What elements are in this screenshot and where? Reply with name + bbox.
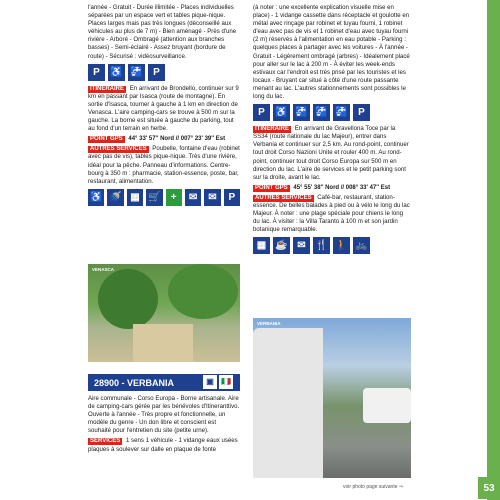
side-bar [487,0,500,500]
left-icons-1 [88,64,240,81]
water-tap-icon: 🚰 [128,64,145,81]
pharmacy-icon: + [166,189,182,206]
services-label: AUTRES SERVICES [90,146,147,153]
footer-note: voir photo page suivante ⇒ [343,484,404,490]
bin-icon: ▦ [127,189,143,206]
bicycle-icon: 🚲 [353,237,370,254]
left-column [88,4,240,210]
right-icons-1 [253,104,411,121]
mail-icon: ✉ [185,189,201,206]
water-tap-icon: 🚰 [313,104,330,121]
tree-shape [168,264,238,319]
parking-icon: P [224,189,240,206]
water-tap-icon: 🚰 [293,104,310,121]
services-label: AUTRES SERVICES [255,194,312,201]
photo-verbania [253,318,411,478]
gps-value: 44° 33' 57'' Nord // 007° 23' 39'' Est [128,136,226,143]
accessible-icon: ♿ [88,189,104,206]
parking-icon: P [88,64,105,81]
walking-icon: 🚶 [333,237,350,254]
photo-caption: VENASCA [92,267,115,272]
camper-van-shape [253,328,323,478]
tree-shape [98,269,158,329]
path-shape [133,324,193,362]
water-tap-icon: 🚰 [333,104,350,121]
right-services [253,194,411,234]
gps-label: POINT GPS [90,136,123,143]
info-icon: ▣ [203,375,217,389]
right-gps [253,184,411,192]
left-intro: l'année - Gratuit - Durée illimitée - Places individuelles séparées par un espace vert et tables pique-nique. Places larges mais pas très longues (déconseillé aux véhicules au plus de 7 m) - Bien aménagé - Près d'une rivière - Arboré - Ombragé (attention aux branches basses) - Semi-éclairé - Assez bruyant (bordure de route) - Sécurisé : vidéosurveillance. [88,4,237,60]
left-itineraire [88,85,240,134]
itineraire-label: ITINÉRAIRE [90,85,125,92]
shop-icon: 🛒 [146,189,162,206]
services-text: 1 sens 1 véhicule - 1 vidange eaux usées plaques à soulever sur dalle en plaque de fonte [88,437,238,453]
gps-value: 45° 55' 38'' Nord // 008° 33' 47'' Est [293,184,391,191]
title-icons [203,375,233,389]
parking-icon: P [253,104,270,121]
services-text: Café-bar, restaurant, station-essence. De belles balades à pied ou à vélo le long du lac Majeur. À noter : une plage spéciale pour chiens le long du lac. À visiter : la Villa Taranto à 100 m et son jardin botanique remarquable. [253,193,410,234]
left-gps [88,135,240,143]
place-title: 28900 - VERBANIA [88,374,240,391]
itineraire-label: ITINÉRAIRE [255,126,290,133]
right-column [253,4,411,258]
mail-icon: ✉ [293,237,310,254]
services-text: Poubelle, fontaine d'eau (robinet avec pas de vis), tables pique-nique. Très d'une rivière, idéal pour la pêche. Panneau d'informations. Centre-bourg à 350 m : pharmacie, station-essence, poste, bar, restaurant, alimentation. [88,145,240,185]
page-number: 53 [478,477,500,499]
photo-venasca [88,264,240,362]
camper-van-shape [363,388,411,423]
accessible-icon: ♿ [108,64,125,81]
restaurant-icon: 🍴 [313,237,330,254]
verbania-services [88,437,240,453]
photo-caption: VERBANIA [257,321,281,326]
right-intro: (à noter : une excellente explication visuelle mise en place) - 1 vidange cassette dans réceptacle et goulotte en métal avec rinçage par robinet et tuyau fourni, 1 robinet d'eau avec pas de vis et 1 robinet d'eau avec tuyau fourni (2 m) réservés à l'alimentation en eau potable - Parking : quelques places à partager avec les voitures - À l'année - Gratuit - Légèrement ombragé (arbres) - Idéalement placé pour aller sur le lac à 200 m - À éviter les week-ends estivaux car l'endroit est très prisé par les touristes et les locaux - Bruyant car situé à côté d'une route passante menant au lac. L'autres stationnements sont possibles le long du lac. [253,4,410,101]
right-itineraire [253,125,411,182]
left-bottom-text [88,395,240,456]
parking-icon: P [148,64,165,81]
parking-icon: P [353,104,370,121]
left-services [88,145,240,185]
left-icons-2 [88,189,240,206]
mail-icon: ✉ [204,189,220,206]
cafe-icon: ☕ [273,237,290,254]
bin-icon: ▦ [253,237,270,254]
itineraire-text: En arrivant de Gravellona Toce par la SS34 (route nationale du lac Majeur), entrer dans Verbania et continuer sur 2,5 km. Au rond-point, continuer tout droit Corso Nazioni Unite et rouler 400 m. Au rond-point, continuer tout droit Corso Europa sur 500 m en direction du lac. L'aire de services et le petit parking sont sur la droite, avant le lac. [253,125,409,181]
flag-icon: 🇮🇹 [219,375,233,389]
shower-icon: 🚿 [107,189,123,206]
gps-label: POINT GPS [255,184,288,191]
services-label: SERVICES [90,438,121,445]
itineraire-text: En arrivant de Brondello, continuer sur 9 km en passant par Isasca (route de montagne). En sortie d'Isasca, tourner à gauche à 1 km en direction de Venasca. L'aire camping-cars se trouve à 500 m sur la gauche. La borne est située à gauche du parking, tout au fond d'un terrain en herbe. [88,84,239,133]
verbania-desc: Aire communale - Corso Europa - Borne artisanale. Aire de camping-cars gérée par les bénévoles d'Itineranttivo. Ouverte à l'année - Très propre et fonctionnelle, un modèle du genre - Un don libre et conscient est souhaité pour l'entretien du site (petite urne). [88,395,240,435]
right-icons-2 [253,237,411,254]
accessible-icon: ♿ [273,104,290,121]
